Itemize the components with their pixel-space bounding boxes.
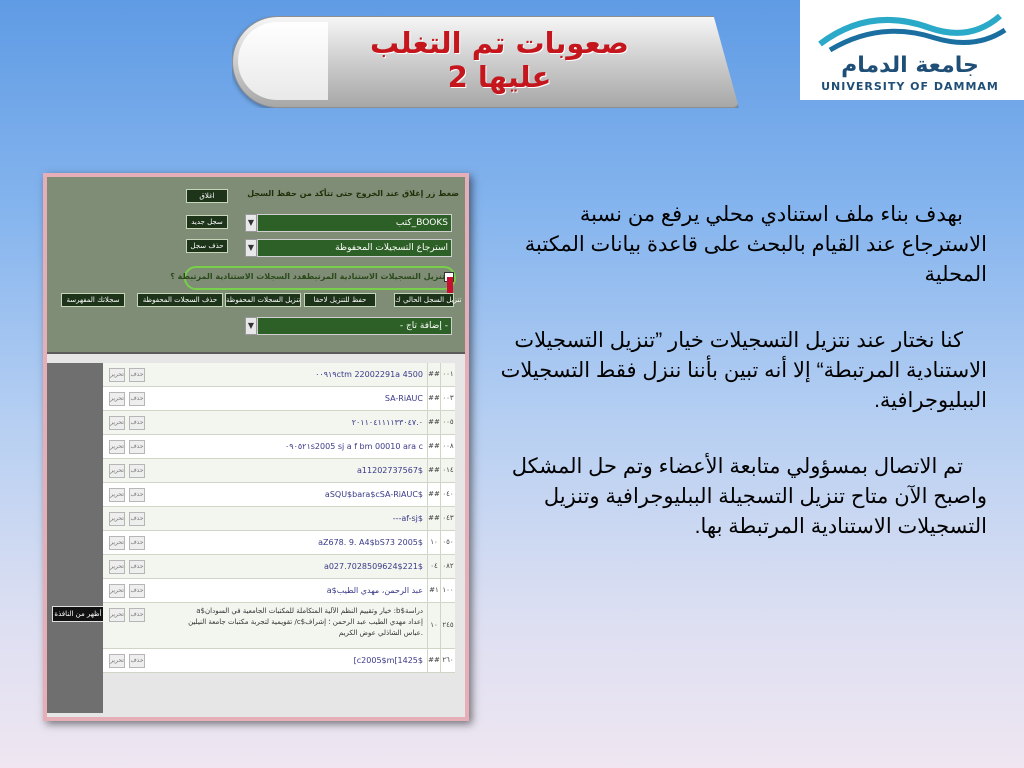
row-indicator: ## [427, 435, 440, 458]
row-indicator: ## [427, 649, 440, 672]
books-select[interactable]: BOOKS_كتب [257, 214, 452, 232]
delete-row-button[interactable]: حذف [129, 368, 145, 382]
paragraph-1: بهدف بناء ملف استنادي محلي يرفع من نسبة الاسترجاع عند القيام بالبحث على قاعدة بيانات المكتبة المحلية [524, 203, 987, 286]
row-field-value: [c2005$m[1425$ [353, 656, 423, 665]
row-field-number: ٠١٤ [440, 459, 455, 482]
delete-row-button[interactable]: حذف [129, 416, 145, 430]
system-screenshot [43, 173, 469, 721]
row-field-value: SA-RiAUC [384, 394, 423, 403]
title-banner [232, 16, 737, 106]
row-field-number: ٢٤٥ [440, 603, 455, 648]
edit-row-button[interactable]: تحرير [109, 512, 125, 526]
download-saved-button[interactable]: تنزيل السجلات المحفوظة [225, 293, 301, 307]
chevron-down-icon[interactable]: ▼ [245, 214, 257, 232]
title-line-2: عليها 2 [447, 60, 552, 94]
delete-row-button[interactable]: حذف [129, 464, 145, 478]
table-row [103, 363, 455, 387]
edit-row-button[interactable]: تحرير [109, 584, 125, 598]
logo-english-text: UNIVERSITY OF DAMMAM [821, 80, 999, 93]
paragraph-2: كنا نختار عند نتزيل التسجيلات خيار ”تنزيل التسجيلات الاستنادية المرتبطة“ إلا أنه تبين بأننا ننزل فقط التسجيلات الببليوجرافية. [500, 329, 987, 412]
row-field-value: a11202737567$ [357, 466, 423, 475]
row-field-number: ٠٠٣ [440, 387, 455, 410]
row-indicator: ## [427, 459, 440, 482]
logo-arabic-text: جامعة الدمام [841, 53, 979, 78]
row-indicator: ١٠ [427, 531, 440, 554]
row-indicator: ## [427, 363, 440, 386]
row-field-value: ٠٠٩١٩ctm 22002291a 4500 [315, 370, 423, 379]
catalogued-records-button[interactable]: سجلاتك المفهرسة [61, 293, 125, 307]
row-field-value: ---af-sj$ [392, 514, 423, 523]
show-window-button[interactable]: أظهر من النافذة [52, 606, 104, 622]
wave-logo-icon [810, 6, 1010, 56]
row-indicator: ٠٤ [427, 555, 440, 578]
row-field-value: a$خيار وتقييم النظم الآلية المتكاملة للمكتبات الجامعية في السودان :b$دراسة تقويمية لتجربة مكتبات جامعة النيلين /c$إعداد مهدي الطيب عبد الرحمن ؛ إشراف عباس الشاذلي عوض الكريم. [188, 607, 423, 637]
row-field-value: a027.7028509624$221$ [323, 562, 423, 571]
row-indicator: ١٠ [427, 603, 440, 648]
table-row [103, 507, 455, 531]
edit-row-button[interactable]: تحرير [109, 536, 125, 550]
table-row [103, 555, 455, 579]
paragraph-3: تم الاتصال بمسؤولي متابعة الأعضاء وتم حل المشكل واصبح الآن متاح تنزيل التسجيلة الببليوجرافية وتنزيل التسجيلات الاستنادية المرتبطة بها. [511, 455, 987, 538]
edit-row-button[interactable]: تحرير [109, 416, 125, 430]
edit-row-button[interactable]: تحرير [109, 464, 125, 478]
retrieve-select[interactable]: استرجاع التسجيلات المحفوظة [257, 239, 452, 257]
row-indicator: ## [427, 483, 440, 506]
edit-row-button[interactable]: تحرير [109, 392, 125, 406]
authority-count-label: عدد السجلات الاستنادية المرتبطة ؟ [170, 272, 307, 281]
delete-record-button[interactable]: حذف سجل [186, 239, 228, 253]
title-line-1: صعوبات تم التغلب [370, 26, 629, 60]
row-field-value: a$عبد الرحمن، مهدي الطيب [326, 586, 423, 595]
row-field-number: ٠٤٠ [440, 483, 455, 506]
table-row [103, 603, 455, 649]
save-later-button[interactable]: حفظ للتنزيل لاحقا [304, 293, 376, 307]
row-field-number: ٠٠٨ [440, 435, 455, 458]
checkbox-label: تنزيل التسجيلات الاستنادية المرتبطة [301, 272, 445, 281]
university-logo [800, 0, 1024, 100]
row-field-number: ٠٠٥ [440, 411, 455, 434]
edit-row-button[interactable]: تحرير [109, 654, 125, 668]
delete-row-button[interactable]: حذف [129, 560, 145, 574]
table-row [103, 435, 455, 459]
delete-row-button[interactable]: حذف [129, 584, 145, 598]
table-row [103, 483, 455, 507]
edit-row-button[interactable]: تحرير [109, 560, 125, 574]
row-field-number: ١٠٠ [440, 579, 455, 602]
new-record-button[interactable]: سجل جديد [186, 215, 228, 229]
row-field-number: ٠٥٠ [440, 531, 455, 554]
left-strip [47, 363, 103, 713]
row-field-value: aZ678. 9. A4$bS73 2005$ [318, 538, 423, 547]
delete-row-button[interactable]: حذف [129, 488, 145, 502]
delete-row-button[interactable]: حذف [129, 392, 145, 406]
row-indicator: ## [427, 411, 440, 434]
row-indicator: ## [427, 507, 440, 530]
delete-row-button[interactable]: حذف [129, 608, 145, 622]
edit-row-button[interactable]: تحرير [109, 488, 125, 502]
row-field-number: ٢٦٠ [440, 649, 455, 672]
slide-title [292, 26, 707, 94]
row-field-number: ٠٨٢ [440, 555, 455, 578]
row-field-value: aSQU$bara$cSA-RiAUC$ [324, 490, 423, 499]
edit-row-button[interactable]: تحرير [109, 608, 125, 622]
chevron-down-icon[interactable]: ▼ [245, 317, 257, 335]
chevron-down-icon[interactable]: ▼ [245, 239, 257, 257]
marc-record-table [103, 363, 455, 673]
close-button[interactable]: اغلاق [186, 189, 228, 203]
table-row [103, 531, 455, 555]
save-warning-text: ضغط زر إغلاق عند الخروج حتى تتأكد من حفظ السجل [247, 189, 459, 198]
row-field-number: ٠٤٣ [440, 507, 455, 530]
delete-row-button[interactable]: حذف [129, 440, 145, 454]
edit-row-button[interactable]: تحرير [109, 440, 125, 454]
delete-row-button[interactable]: حذف [129, 512, 145, 526]
row-field-number: ٠٠١ [440, 363, 455, 386]
row-indicator: ## [427, 387, 440, 410]
delete-row-button[interactable]: حذف [129, 654, 145, 668]
delete-row-button[interactable]: حذف [129, 536, 145, 550]
download-current-button[interactable]: تنزيل السجل الحالي ك [394, 293, 454, 307]
row-field-value: ٢٠١١٠٤١١١١٣٣٠٤٧.٠ [351, 418, 423, 427]
body-text [497, 200, 987, 578]
table-row [103, 411, 455, 435]
add-tag-select[interactable]: - إضافة تاج - [257, 317, 452, 335]
edit-row-button[interactable]: تحرير [109, 368, 125, 382]
row-indicator: #١ [427, 579, 440, 602]
table-row [103, 579, 455, 603]
delete-saved-button[interactable]: حذف السجلات المحفوظة [137, 293, 223, 307]
table-row [103, 649, 455, 673]
row-field-value: ٠٩٠٥٢١s2005 sj a f bm 00010 ara c [284, 442, 423, 451]
table-row [103, 459, 455, 483]
table-row [103, 387, 455, 411]
